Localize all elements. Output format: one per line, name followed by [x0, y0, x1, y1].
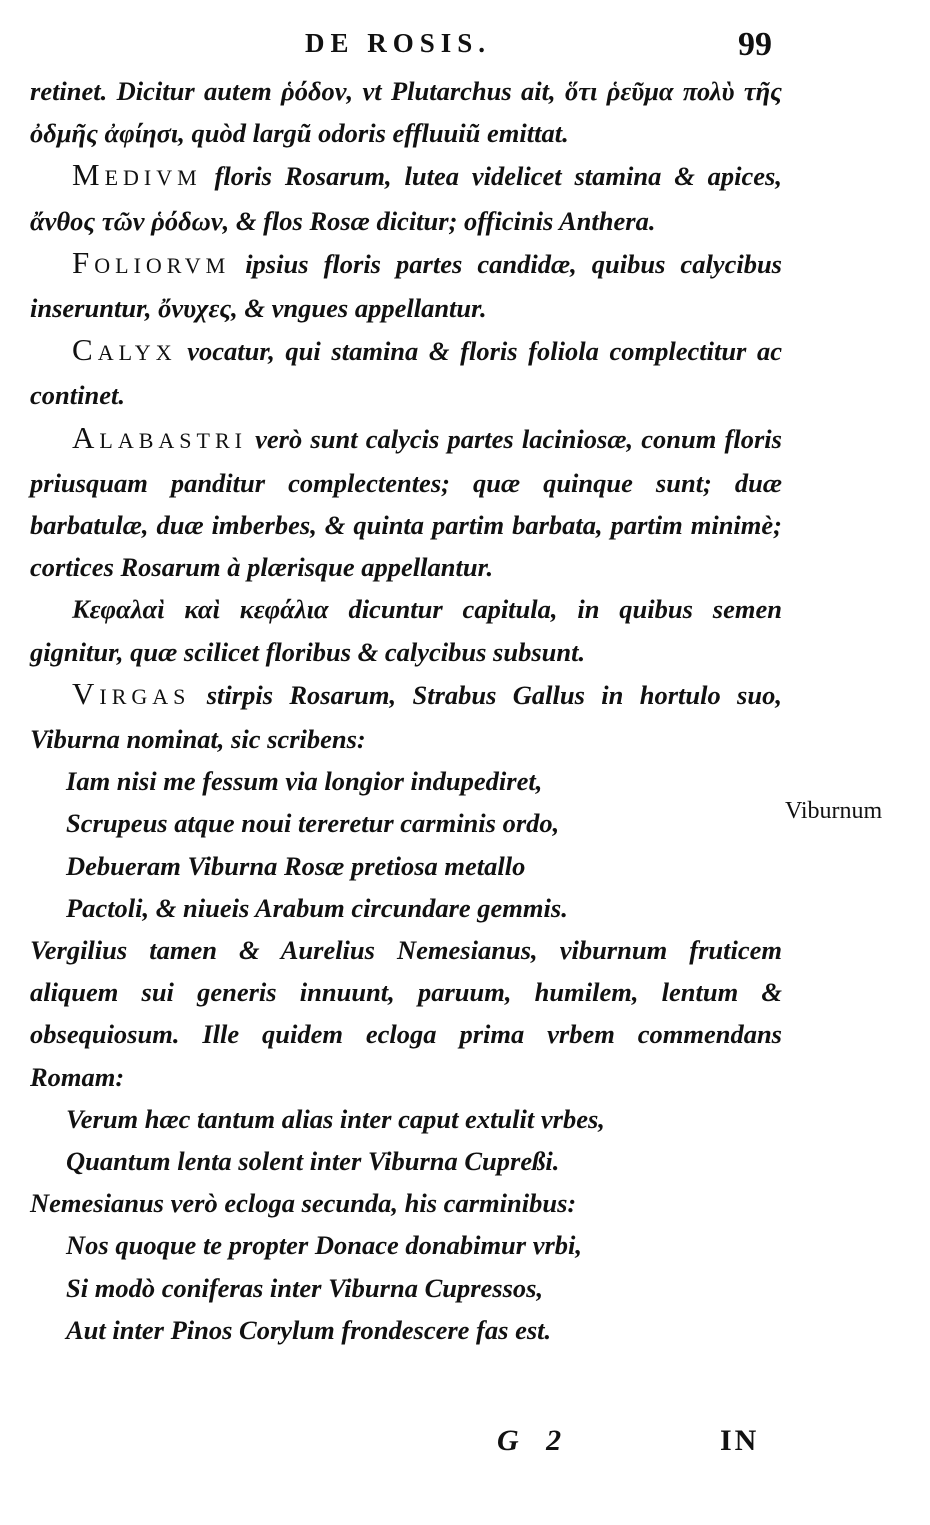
verse-line — [30, 802, 782, 844]
running-title: DE ROSIS. — [305, 28, 492, 58]
paragraph-lead-initial: M — [72, 157, 105, 193]
paragraph-text: Nemesianus verò ecloga secunda, his carminibus: — [30, 1188, 577, 1219]
paragraph-lead-word: LABASTRI — [99, 427, 247, 453]
verse-line — [30, 1098, 782, 1140]
verse-line — [30, 1140, 782, 1182]
paragraph-text: Κεφαλαὶ καὶ κεφάλια dicuntur capitula, in quibus semen gignitur, quæ scilicet floribus & calycibus subsunt. — [30, 594, 782, 667]
paragraph — [30, 673, 782, 760]
body-text — [30, 70, 782, 1351]
paragraph-text: Debueram Viburna Rosæ pretiosa metallo — [66, 850, 526, 881]
paragraph-text: Nos quoque te propter Donace donabimur vrbi, — [66, 1230, 583, 1261]
paragraph — [30, 929, 782, 1098]
page-header — [0, 28, 930, 68]
paragraph-text: Verum hæc tantum alias inter caput extulit vrbes, — [66, 1103, 605, 1134]
paragraph — [30, 242, 782, 329]
paragraph — [30, 70, 782, 154]
paragraph-text: Scrupeus atque noui tereretur carminis ordo, — [66, 808, 560, 839]
paragraph-text: stirpis Rosarum, Strabus Gallus in hortulo suo, Viburna nominat, sic scribens: — [30, 679, 782, 755]
paragraph — [30, 154, 782, 241]
paragraph-lead-word: OLIORVM — [94, 252, 231, 278]
paragraph-lead-initial: C — [72, 332, 98, 368]
verse-line — [30, 887, 782, 929]
paragraph-text: vocatur, qui stamina & floris foliola complectitur ac continet. — [30, 336, 782, 411]
paragraph-text: floris Rosarum, lutea videlicet stamina & apices, ἄνθος τῶν ῥόδων, & flos Rosæ dicitur; officinis Anthera. — [30, 161, 782, 236]
paragraph-text: Si modò coniferas inter Viburna Cupressos, — [66, 1272, 544, 1303]
paragraph — [30, 329, 782, 416]
paragraph — [30, 1182, 782, 1224]
paragraph-text: verò sunt calycis partes laciniosæ, conum floris priusquam panditur complectentes; quæ quinque sunt; duæ barbatulæ, duæ imberbes, & quinta partim barbata, partim minimè; cortices Rosarum à plærisque appellantur. — [30, 423, 782, 583]
page-footer — [0, 1424, 930, 1464]
signature-mark: G 2 — [497, 1424, 572, 1457]
paragraph-lead-word: ALYX — [97, 340, 177, 366]
paragraph-text: Vergilius tamen & Aurelius Nemesianus, viburnum fruticem aliquem sui generis innuunt, paruum, humilem, lentum & obsequiosum. Ille quidem ecloga prima vrbem commendans Romam: — [30, 935, 782, 1092]
paragraph — [30, 417, 782, 589]
paragraph — [30, 588, 782, 672]
verse-line — [30, 1224, 782, 1266]
page-number: 99 — [738, 26, 772, 63]
paragraph-lead-word: IRGAS — [99, 683, 191, 709]
paragraph-text: Quantum lenta solent inter Viburna Cupreßi. — [66, 1146, 560, 1177]
paragraph-lead-initial: F — [72, 244, 95, 280]
verse-line — [30, 845, 782, 887]
paragraph-text: retinet. Dicitur autem ῥόδον, vt Plutarchus ait, ὅτι ῥεῦμα πολὺ τῆς ὀδμῆς ἀφίησι, quòd largũ odoris effluuiũ emittat. — [30, 76, 782, 149]
marginal-note: Viburnum — [785, 798, 883, 824]
paragraph-text: Aut inter Pinos Corylum frondescere fas est. — [66, 1314, 552, 1345]
paragraph-lead-word: EDIVM — [104, 165, 202, 191]
paragraph-text: ipsius floris partes candidæ, quibus calycibus inseruntur, ὄνυχες, & vngues appellantur. — [30, 248, 782, 324]
verse-line — [30, 1267, 782, 1309]
verse-line — [30, 1309, 782, 1351]
paragraph-lead-initial: V — [72, 675, 100, 711]
paragraph-text: Pactoli, & niueis Arabum circundare gemmis. — [66, 892, 568, 923]
paragraph-lead-initial: A — [72, 419, 100, 455]
catchword: IN — [720, 1424, 760, 1457]
paragraph-text: Iam nisi me fessum via longior indupediret, — [66, 766, 543, 797]
verse-line — [30, 760, 782, 802]
